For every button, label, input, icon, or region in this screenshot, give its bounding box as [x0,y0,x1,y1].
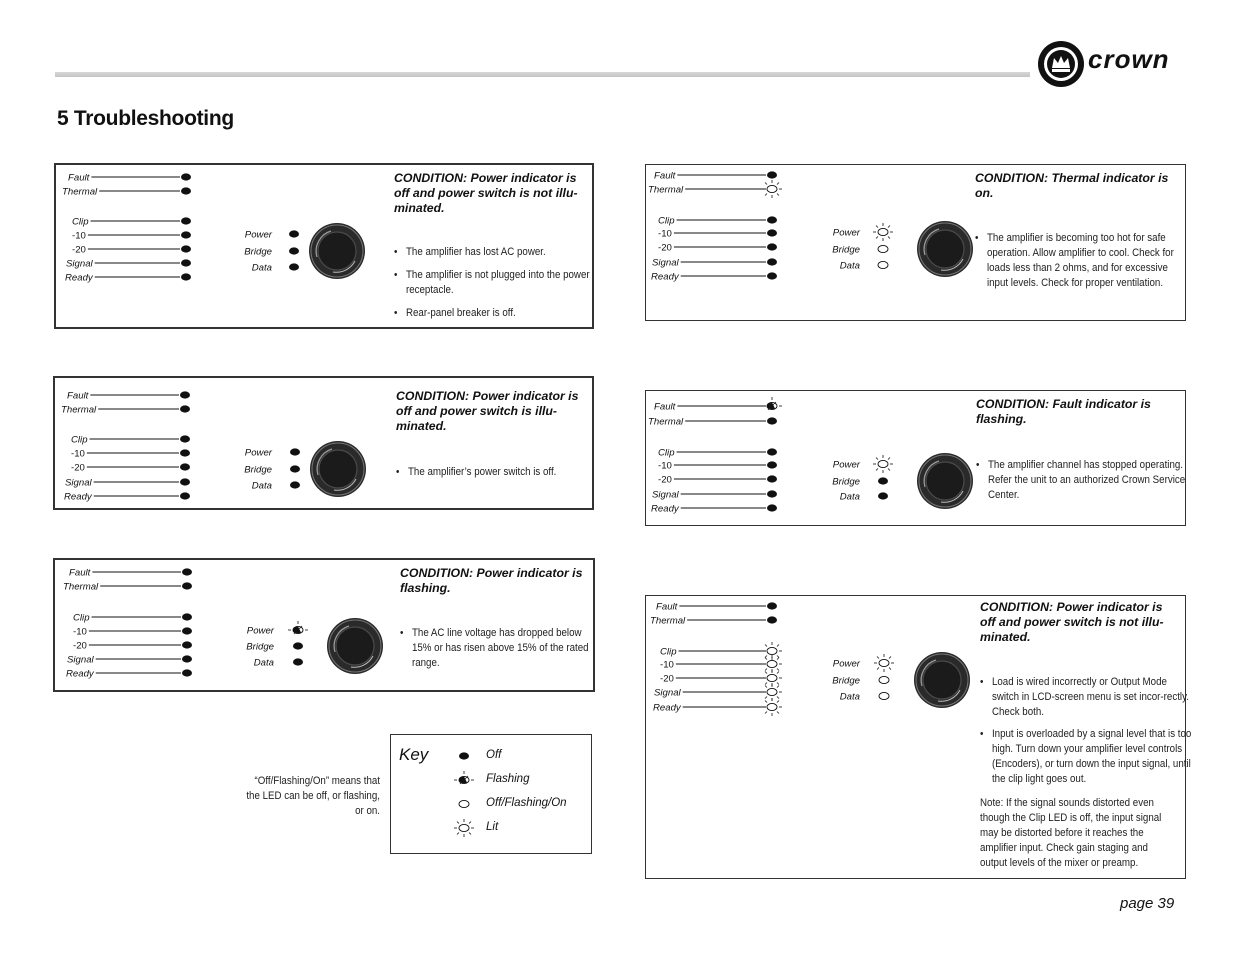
cause-item: • Rear-panel breaker is off. [394,306,595,321]
led-label-m10: -10 [658,228,672,240]
led-bridge [290,465,300,472]
led-label-clip: Clip [72,216,89,228]
level-knob [327,618,383,674]
key-label-any: Off/Flashing/On [486,797,567,809]
page-title: 5 Troubleshooting [57,107,234,130]
led-label-data: Data [839,491,860,503]
condition-text-2: CONDITION: Power indicator is off and power switch is illu-minated. [396,389,579,433]
cause-item: • The amplifier is not plugged into the power receptacle. [394,268,595,298]
level-knob [917,221,973,277]
led-ready [180,492,190,499]
led-label-fault: Fault [656,601,678,613]
led-label-signal: Signal [652,257,679,269]
troubleshoot-panel-2 [53,376,594,510]
led-label-signal: Signal [65,477,92,489]
led-thermal [767,616,777,623]
led-label-bridge: Bridge [244,464,272,476]
led-fault [181,173,191,180]
led-signal [182,655,192,662]
led-bridge [878,477,888,484]
led-label-m20: -20 [660,673,674,685]
led-label-signal: Signal [654,687,681,699]
led-label-power: Power [244,447,272,459]
led-signal [180,478,190,485]
led-label-m20: -20 [72,244,86,256]
led-label-clip: Clip [658,447,675,459]
led-thermal [767,417,777,424]
key-symbol-off [459,752,469,759]
led-clip [182,613,192,620]
cause-list-2 [396,465,586,480]
led-label-m10: -10 [71,448,85,460]
led-power [873,455,893,473]
led-label-data: Data [251,262,272,274]
led-label-fault: Fault [68,172,90,184]
led-data [293,658,303,665]
led-clip [767,216,777,223]
cause-list-1 [394,245,590,321]
led-label-m10: -10 [73,626,87,638]
led-power [289,230,299,237]
cause-item: • The amplifier’s power switch is off. [396,465,597,480]
led-m20 [180,463,190,470]
led-signal [767,490,777,497]
page-number: page 39 [1120,895,1175,912]
led-label-clip: Clip [73,612,90,624]
led-label-m10: -10 [72,230,86,242]
led-signal [767,258,777,265]
led-label-power: Power [832,459,860,471]
led-label-signal: Signal [66,258,93,270]
led-label-ready: Ready [651,503,679,515]
led-label-thermal: Thermal [648,416,684,428]
led-label-ready: Ready [651,271,679,283]
led-power [290,448,300,455]
led-label-thermal: Thermal [63,581,99,593]
led-label-bridge: Bridge [244,246,272,258]
note-text: Note: If the signal sounds distorted even though the Clip LED is off, the input signal may be distorted before it reaches the amplifier input. Check gain staging and output levels of the mixer or preamp. [980,797,1162,869]
led-fault [762,397,782,410]
condition-text-1: CONDITION: Power indicator is off and power switch is not illu-minated. [394,171,578,215]
led-label-bridge: Bridge [832,675,860,687]
led-clip [180,435,190,442]
led-thermal [181,187,191,194]
led-label-power: Power [244,229,272,241]
led-bridge [879,676,889,683]
led-m20 [767,475,777,482]
led-ready [767,504,777,511]
brand-wordmark: crown [1088,44,1170,74]
troubleshoot-panel-6 [645,595,1192,879]
led-label-bridge: Bridge [246,641,274,653]
led-label-m10: -10 [658,460,672,472]
led-label-fault: Fault [654,170,676,182]
troubleshoot-panel-4 [645,164,1186,321]
led-label-bridge: Bridge [832,476,860,488]
level-knob [917,453,973,509]
cause-list-5 [976,458,1186,503]
led-m20 [182,641,192,648]
led-power [288,621,308,634]
led-data [878,492,888,499]
led-label-ready: Ready [66,668,94,680]
key-symbol-flashing [454,771,474,784]
led-label-thermal: Thermal [650,615,686,627]
cause-list-4 [975,231,1175,291]
led-label-m20: -20 [658,242,672,254]
led-ready [182,669,192,676]
led-label-power: Power [246,625,274,637]
led-label-clip: Clip [660,646,677,658]
led-power [874,654,894,672]
led-ready [767,272,777,279]
condition-text-4: CONDITION: Thermal indicator is on. [975,171,1169,200]
led-label-fault: Fault [69,567,91,579]
led-fault [767,171,777,178]
led-label-m20: -20 [73,640,87,652]
led-bridge [289,247,299,254]
led-label-clip: Clip [71,434,88,446]
led-power [873,223,893,241]
led-key [390,734,592,854]
troubleshoot-panel-5 [645,390,1186,526]
led-label-m20: -20 [71,462,85,474]
led-label-ready: Ready [64,491,92,503]
led-label-bridge: Bridge [832,244,860,256]
led-m10 [182,627,192,634]
led-fault [182,568,192,575]
key-symbol-lit [454,819,474,837]
led-data [879,692,889,699]
cause-list-6 [980,675,1192,787]
cause-item: • Load is wired incorrectly or Output Mode switch in LCD-screen menu is set incor-rectly. Check both. [980,675,1193,720]
led-label-data: Data [253,657,274,669]
led-thermal [762,180,782,198]
led-bridge [293,642,303,649]
condition-text-6: CONDITION: Power indicator is off and power switch is not illu-minated. [980,600,1164,644]
led-data [290,481,300,488]
led-label-thermal: Thermal [62,186,98,198]
led-label-power: Power [832,227,860,239]
led-ready [762,698,782,716]
led-thermal [180,405,190,412]
led-fault [767,602,777,609]
condition-text-5: CONDITION: Fault indicator is flashing. [976,397,1151,426]
cause-list-3 [400,626,589,671]
cause-item: • Input is overloaded by a signal level that is too high. Turn down your amplifier level controls (Encoders), or turn down the input signal, until the clip light goes out. [980,727,1193,787]
level-knob [309,223,365,279]
key-label-lit: Lit [486,821,499,833]
led-m20 [767,243,777,250]
led-label-ready: Ready [65,272,93,284]
led-clip [767,448,777,455]
led-label-thermal: Thermal [61,404,97,416]
led-signal [181,259,191,266]
led-label-fault: Fault [67,390,89,402]
led-data [878,261,888,268]
led-label-power: Power [832,658,860,670]
cause-item: • The amplifier is becoming too hot for safe operation. Allow amplifier to cool. Check for loads less than 2 ohms, and for excessive input levels. Check for proper ventilation. [975,231,1186,291]
level-knob [310,441,366,497]
led-ready [181,273,191,280]
header-rule [55,72,1030,77]
key-title: Key [399,745,429,764]
led-label-data: Data [839,260,860,272]
led-m20 [181,245,191,252]
cause-item: • The AC line voltage has dropped below 15% or has risen above 15% of the rated range. [400,626,597,671]
led-m10 [181,231,191,238]
led-m10 [767,229,777,236]
led-label-signal: Signal [652,489,679,501]
key-symbol-any [459,800,469,807]
led-m10 [767,461,777,468]
cause-item: • The amplifier has lost AC power. [394,245,595,260]
led-label-m20: -20 [658,474,672,486]
level-knob [914,652,970,708]
led-label-clip: Clip [658,215,675,227]
led-label-data: Data [251,480,272,492]
troubleshoot-panel-1 [54,163,594,329]
led-thermal [182,582,192,589]
cause-item: • The amplifier channel has stopped operating. Refer the unit to an authorized Crown Service Center. [976,458,1187,503]
led-label-ready: Ready [653,702,681,714]
led-label-signal: Signal [67,654,94,666]
led-label-fault: Fault [654,401,676,413]
led-label-data: Data [839,691,860,703]
key-label-off: Off [486,749,502,761]
key-explanation: “Off/Flashing/On” means that the LED can be off, or flashing, or on. [246,775,380,817]
led-label-m10: -10 [660,659,674,671]
led-data [289,263,299,270]
condition-text-3: CONDITION: Power indicator is flashing. [400,566,583,595]
led-label-thermal: Thermal [648,184,684,196]
key-label-flashing: Flashing [486,773,530,785]
led-clip [181,217,191,224]
led-bridge [878,245,888,252]
led-m10 [180,449,190,456]
troubleshoot-panel-3 [53,558,595,692]
led-fault [180,391,190,398]
